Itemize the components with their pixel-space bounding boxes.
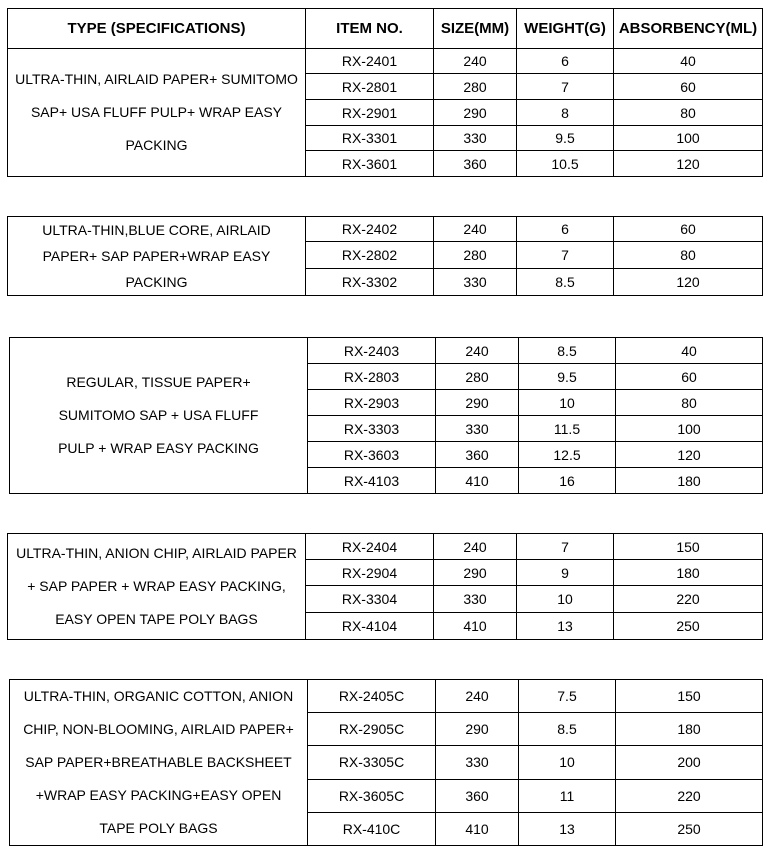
size-cell: 330	[436, 746, 519, 779]
weight-cell: 9.5	[517, 126, 614, 151]
spec-group-table	[7, 48, 763, 177]
type-line: SUMITOMO SAP + USA FLUFF	[58, 407, 259, 423]
spec-group-table	[9, 679, 763, 846]
type-line: TAPE POLY BAGS	[99, 820, 218, 836]
type-line: ULTRA-THIN, ORGANIC COTTON, ANION	[23, 688, 294, 704]
item-no-cell: RX-4103	[308, 468, 436, 494]
absorbency-cell: 180	[616, 468, 763, 494]
absorbency-cell: 220	[614, 586, 763, 613]
weight-cell: 8.5	[519, 338, 616, 364]
size-cell: 360	[436, 779, 519, 812]
size-cell: 410	[434, 613, 517, 640]
item-no-cell: RX-2903	[308, 390, 436, 416]
size-cell: 240	[436, 338, 519, 364]
header-absorbency: ABSORBENCY(ML)	[614, 9, 763, 49]
weight-cell: 10.5	[517, 151, 614, 177]
item-no-cell: RX-3303	[308, 416, 436, 442]
weight-cell: 6	[517, 49, 614, 74]
weight-cell: 10	[519, 746, 616, 779]
absorbency-cell: 120	[614, 268, 763, 295]
absorbency-cell: 150	[614, 534, 763, 560]
absorbency-cell: 250	[616, 812, 763, 845]
weight-cell: 13	[517, 613, 614, 640]
type-line: +WRAP EASY PACKING+EASY OPEN	[35, 787, 282, 803]
size-cell: 290	[434, 560, 517, 586]
size-cell: 290	[436, 390, 519, 416]
size-cell: 360	[434, 151, 517, 177]
size-cell: 330	[434, 126, 517, 151]
absorbency-cell: 80	[614, 100, 763, 126]
weight-cell: 9	[517, 560, 614, 586]
table-row	[10, 338, 763, 364]
size-cell: 410	[436, 812, 519, 845]
item-no-cell: RX-2403	[308, 338, 436, 364]
absorbency-cell: 100	[616, 416, 763, 442]
absorbency-cell: 100	[614, 126, 763, 151]
table-row	[10, 680, 763, 713]
weight-cell: 7	[517, 242, 614, 268]
absorbency-cell: 60	[614, 74, 763, 100]
size-cell: 410	[436, 468, 519, 494]
header-weight: WEIGHT(G)	[517, 9, 614, 49]
item-no-cell: RX-3605C	[308, 779, 436, 812]
weight-cell: 10	[517, 586, 614, 613]
item-no-cell: RX-2404	[306, 534, 434, 560]
absorbency-cell: 80	[614, 242, 763, 268]
type-specification	[8, 49, 306, 177]
weight-cell: 6	[517, 217, 614, 242]
weight-cell: 7.5	[519, 680, 616, 713]
size-cell: 240	[436, 680, 519, 713]
item-no-cell: RX-3302	[306, 268, 434, 295]
type-line: ULTRA-THIN,BLUE CORE, AIRLAID	[42, 222, 271, 238]
header-row	[8, 9, 763, 49]
absorbency-cell: 40	[614, 49, 763, 74]
item-no-cell: RX-4104	[306, 613, 434, 640]
spec-group-table	[7, 533, 763, 640]
item-no-cell: RX-3304	[306, 586, 434, 613]
size-cell: 330	[436, 416, 519, 442]
weight-cell: 9.5	[519, 364, 616, 390]
table-row	[8, 49, 763, 74]
item-no-cell: RX-2905C	[308, 713, 436, 746]
weight-cell: 8.5	[517, 268, 614, 295]
size-cell: 290	[436, 713, 519, 746]
header-table	[7, 8, 763, 49]
table-row	[8, 534, 763, 560]
absorbency-cell: 150	[616, 680, 763, 713]
header-size: SIZE(MM)	[434, 9, 517, 49]
item-no-cell: RX-3305C	[308, 746, 436, 779]
size-cell: 290	[434, 100, 517, 126]
weight-cell: 13	[519, 812, 616, 845]
type-line: PACKING	[125, 274, 188, 290]
size-cell: 330	[434, 268, 517, 295]
weight-cell: 7	[517, 74, 614, 100]
size-cell: 240	[434, 534, 517, 560]
item-no-cell: RX-3601	[306, 151, 434, 177]
absorbency-cell: 80	[616, 390, 763, 416]
type-specification	[8, 217, 306, 296]
spec-group-table	[7, 216, 763, 296]
item-no-cell: RX-3301	[306, 126, 434, 151]
size-cell: 280	[434, 242, 517, 268]
type-line: PAPER+ SAP PAPER+WRAP EASY	[42, 248, 271, 264]
spec-group-table	[9, 337, 763, 494]
size-cell: 330	[434, 586, 517, 613]
weight-cell: 8.5	[519, 713, 616, 746]
type-specification	[10, 680, 308, 846]
absorbency-cell: 220	[616, 779, 763, 812]
type-line: ULTRA-THIN, ANION CHIP, AIRLAID PAPER	[16, 545, 297, 561]
item-no-cell: RX-2401	[306, 49, 434, 74]
absorbency-cell: 120	[614, 151, 763, 177]
header-item-no: ITEM NO.	[306, 9, 434, 49]
type-line: SAP PAPER+BREATHABLE BACKSHEET	[25, 754, 292, 770]
type-line: EASY OPEN TAPE POLY BAGS	[55, 611, 258, 627]
item-no-cell: RX-2402	[306, 217, 434, 242]
weight-cell: 10	[519, 390, 616, 416]
absorbency-cell: 180	[616, 713, 763, 746]
item-no-cell: RX-2904	[306, 560, 434, 586]
size-cell: 280	[436, 364, 519, 390]
absorbency-cell: 180	[614, 560, 763, 586]
absorbency-cell: 200	[616, 746, 763, 779]
item-no-cell: RX-410C	[308, 812, 436, 845]
weight-cell: 16	[519, 468, 616, 494]
type-line: SAP+ USA FLUFF PULP+ WRAP EASY	[30, 104, 283, 120]
header-type: TYPE (SPECIFICATIONS)	[8, 9, 306, 49]
weight-cell: 11	[519, 779, 616, 812]
item-no-cell: RX-2803	[308, 364, 436, 390]
weight-cell: 7	[517, 534, 614, 560]
size-cell: 240	[434, 217, 517, 242]
type-line: PACKING	[125, 137, 188, 153]
type-specification	[8, 534, 306, 640]
size-cell: 280	[434, 74, 517, 100]
weight-cell: 8	[517, 100, 614, 126]
item-no-cell: RX-2801	[306, 74, 434, 100]
type-line: ULTRA-THIN, AIRLAID PAPER+ SUMITOMO	[15, 71, 298, 87]
absorbency-cell: 60	[616, 364, 763, 390]
absorbency-cell: 60	[614, 217, 763, 242]
item-no-cell: RX-2802	[306, 242, 434, 268]
item-no-cell: RX-3603	[308, 442, 436, 468]
type-specification	[10, 338, 308, 494]
size-cell: 360	[436, 442, 519, 468]
type-line: CHIP, NON-BLOOMING, AIRLAID PAPER+	[23, 721, 294, 737]
weight-cell: 11.5	[519, 416, 616, 442]
type-line: REGULAR, TISSUE PAPER+	[66, 374, 251, 390]
size-cell: 240	[434, 49, 517, 74]
absorbency-cell: 250	[614, 613, 763, 640]
type-line: + SAP PAPER + WRAP EASY PACKING,	[27, 578, 286, 594]
item-no-cell: RX-2901	[306, 100, 434, 126]
item-no-cell: RX-2405C	[308, 680, 436, 713]
weight-cell: 12.5	[519, 442, 616, 468]
type-line: PULP + WRAP EASY PACKING	[58, 440, 259, 456]
table-row	[8, 217, 763, 242]
absorbency-cell: 120	[616, 442, 763, 468]
absorbency-cell: 40	[616, 338, 763, 364]
